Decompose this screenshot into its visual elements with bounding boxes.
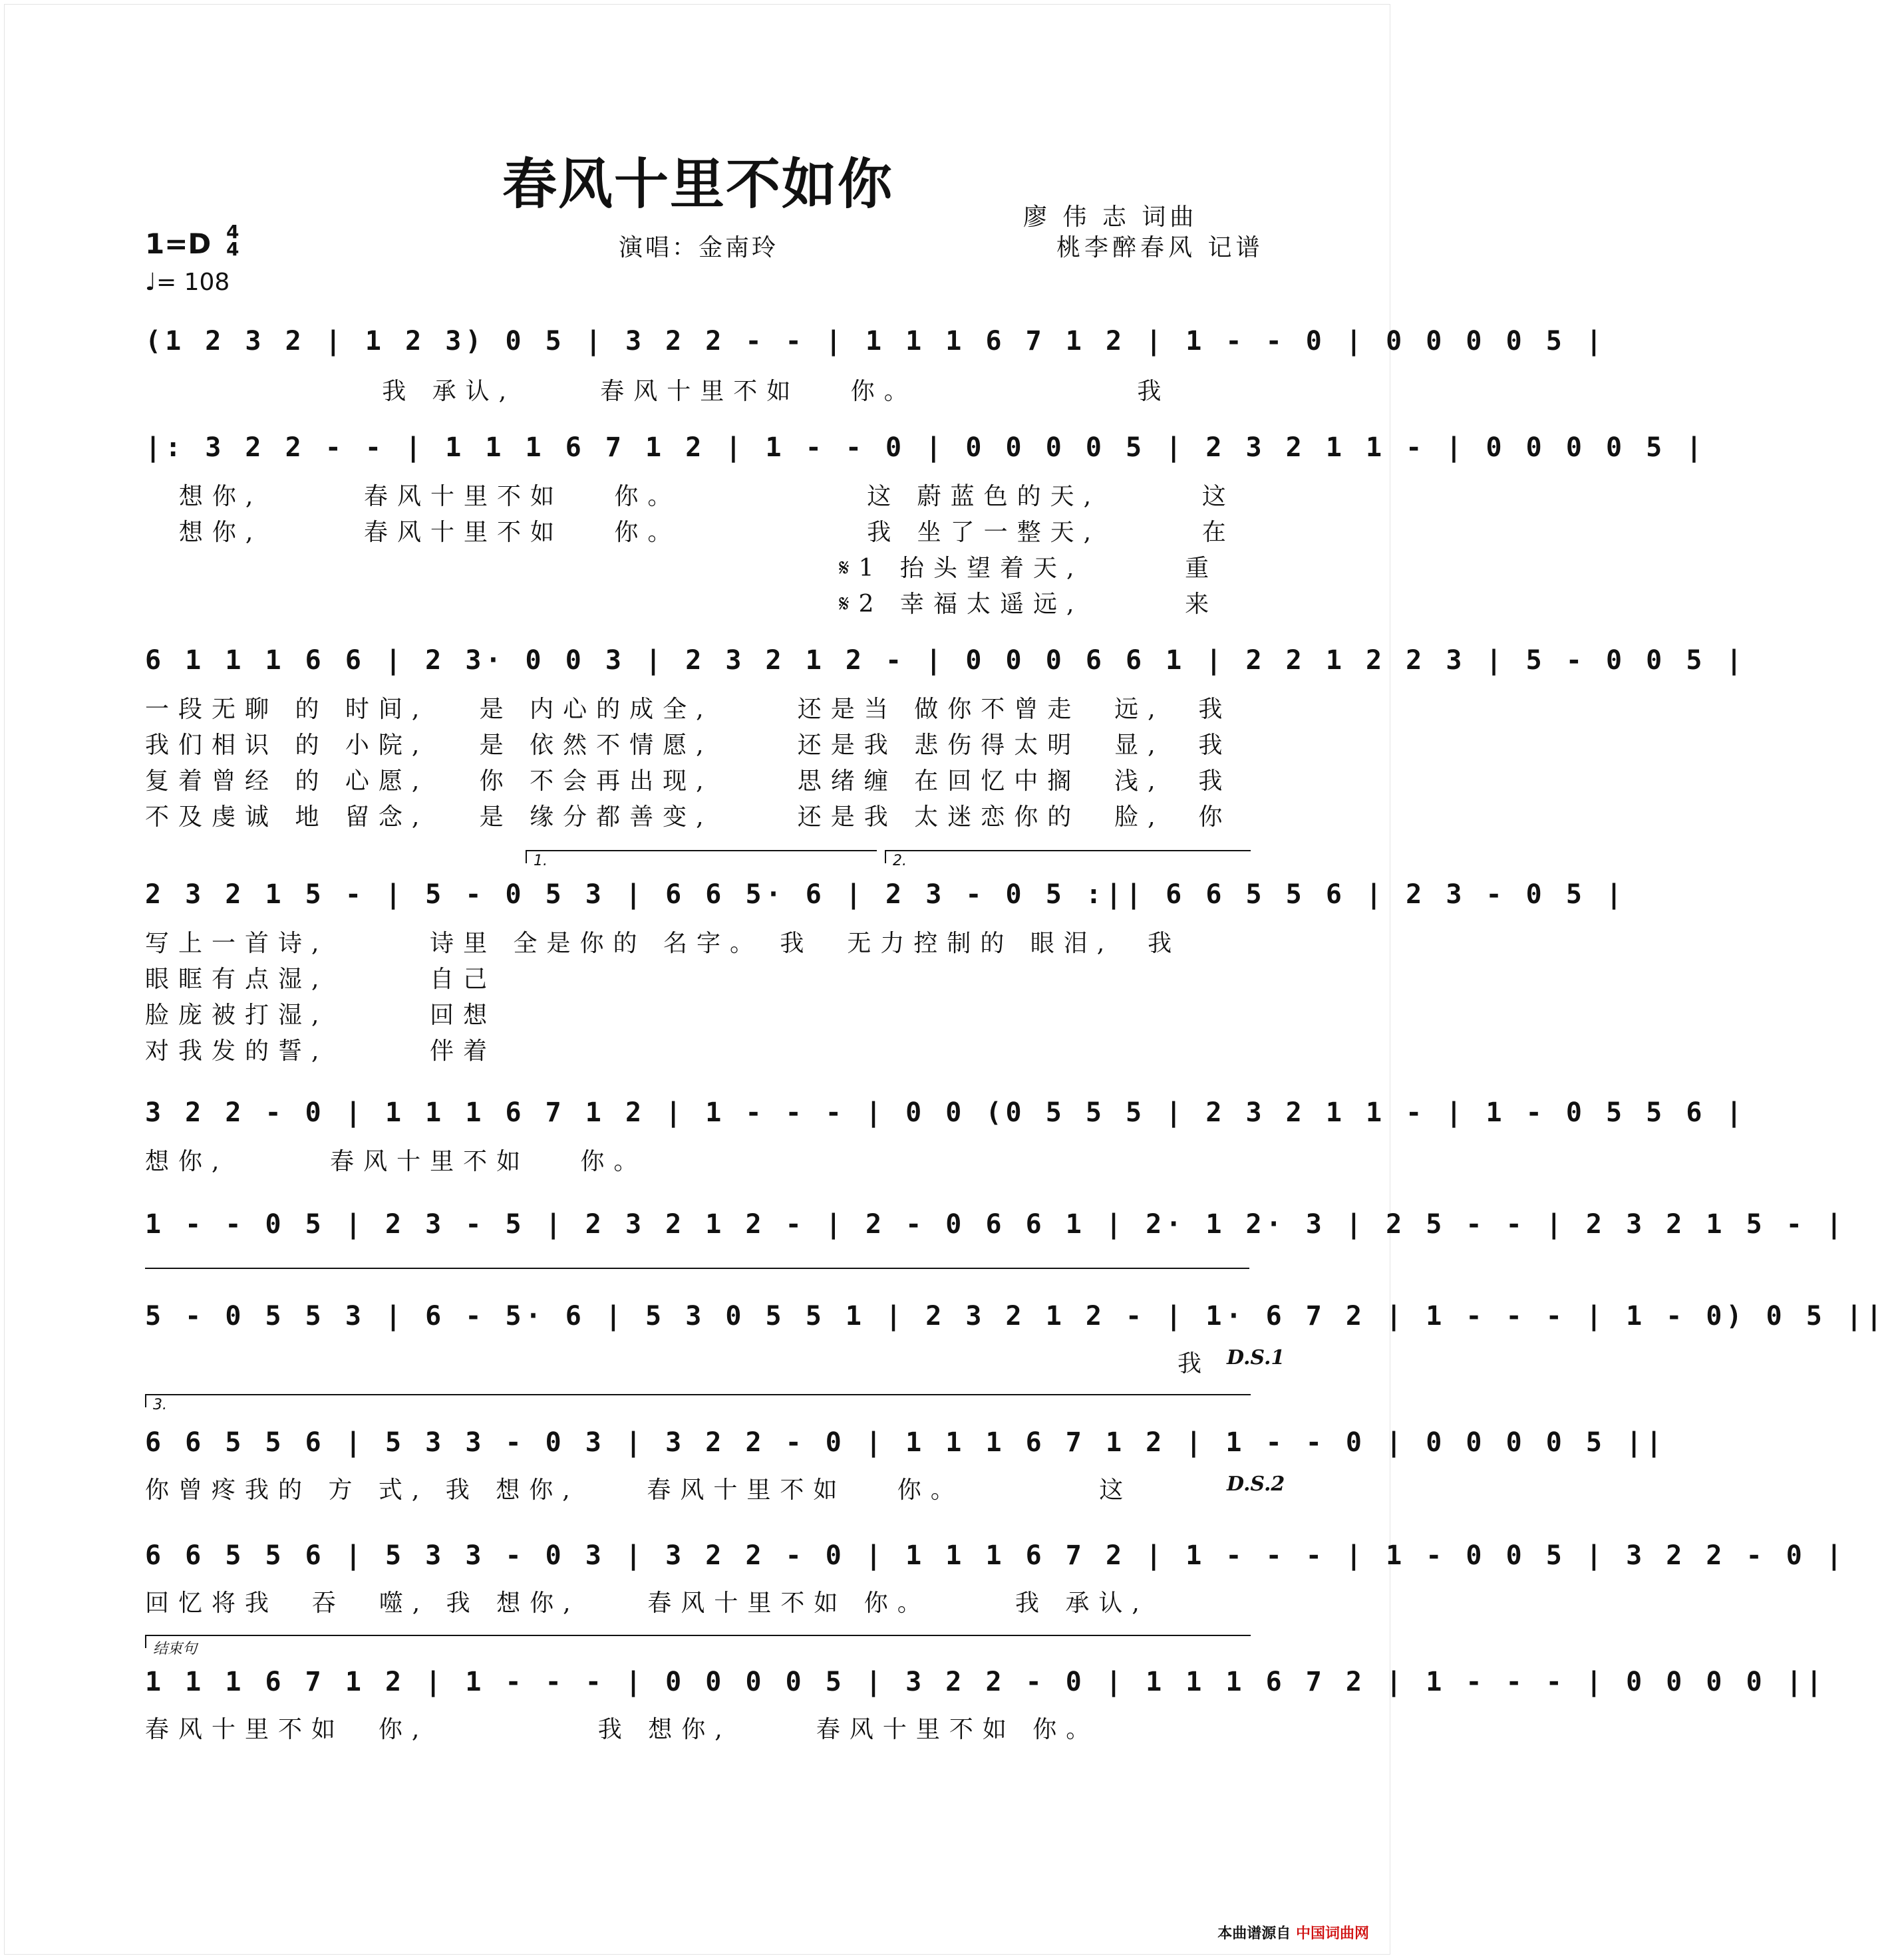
- tempo-marking: ♩= 108: [145, 269, 230, 296]
- right-watermark-strip: [1381, 27, 1390, 1929]
- footer-site-link[interactable]: 中国词曲网: [1295, 1925, 1369, 1942]
- lyric-line: 一段无聊 的 时间, 是 内心的成全, 还是当 做你不曾走 远, 我: [145, 696, 1232, 723]
- lyric-line: 想你, 春风十里不如 你。 这 蔚蓝色的天, 这: [145, 483, 1235, 510]
- volta-bracket-1: [526, 850, 877, 869]
- tie-bracket-line: [145, 1268, 1249, 1281]
- lyric-line: 脸庞被打湿, 回想: [145, 1002, 497, 1029]
- score-system-7: [145, 1301, 1886, 1333]
- score-system-2: [145, 432, 1706, 464]
- ds1-mark: D.S.1: [1227, 1346, 1285, 1369]
- volta-label: 3.: [153, 1397, 167, 1413]
- lyricist-composer-credit: 廖 伟 志 词曲: [1023, 204, 1198, 231]
- lyric-line: 你曾疼我的 方 式, 我 想你, 春风十里不如 你。 这: [145, 1476, 1133, 1504]
- score-system-4: [145, 879, 1627, 911]
- notation-line: 1 - - 0 5 | 2 3 - 5 | 2 3 2 1 2 - | 2 - 0 6 6 1 | 2· 1 2· 3 | 2 5 - - | 2 3 2 1 5 - |: [145, 1209, 1846, 1240]
- coda-bracket: [145, 1635, 1251, 1657]
- lyric-line: 𝄋1 抬头望着天, 重: [145, 555, 1219, 582]
- lyric-line: 不及虔诚 地 留念, 是 缘分都善变, 还是我 太迷恋你的 脸, 你: [145, 803, 1232, 831]
- notation-line: |: 3 2 2 - - | 1 1 1 6 7 1 2 | 1 - - 0 | 0 0 0 0 5 | 2 3 2 1 1 - | 0 0 0 0 5 |: [145, 432, 1706, 463]
- lyric-line: 𝄋2 幸福太遥远, 来: [145, 591, 1219, 618]
- coda-label: 结束句: [153, 1641, 198, 1657]
- footer-source: [1217, 1922, 1369, 1943]
- notation-line: 2 3 2 1 5 - | 5 - 0 5 3 | 6 6 5· 6 | 2 3 - 0 5 :|| 6 6 5 5 6 | 2 3 - 0 5 |: [145, 879, 1627, 910]
- lyric-line: 对我发的誓, 伴着: [145, 1038, 497, 1065]
- singer-credit: 演唱：金南玲: [619, 234, 779, 261]
- lyric-line: 眼眶有点湿, 自己: [145, 966, 497, 993]
- notation-line: 6 6 5 5 6 | 5 3 3 - 0 3 | 3 2 2 - 0 | 1 1 1 6 7 1 2 | 1 - - 0 | 0 0 0 0 5 ||: [145, 1427, 1666, 1458]
- score-system-1: [145, 326, 1606, 358]
- lyric-line: 想你, 春风十里不如 你。 我 坐了一整天, 在: [145, 519, 1235, 546]
- time-signature: [226, 223, 239, 258]
- lyric-line: 复着曾经 的 心愿, 你 不会再出现, 思绪缠 在回忆中搁 浅, 我: [145, 768, 1232, 795]
- lyric-line: 我们相识 的 小院, 是 依然不情愿, 还是我 悲伤得太明 显, 我: [145, 732, 1232, 759]
- notation-line: (1 2 3 2 | 1 2 3) 0 5 | 3 2 2 - - | 1 1 1 6 7 1 2 | 1 - - 0 | 0 0 0 0 5 |: [145, 326, 1606, 356]
- score-system-5: [145, 1097, 1746, 1129]
- score-system-9: [145, 1540, 1846, 1572]
- score-system-10: [145, 1667, 1826, 1699]
- notation-line: 6 6 5 5 6 | 5 3 3 - 0 3 | 3 2 2 - 0 | 1 1 1 6 7 2 | 1 - - - | 1 - 0 0 5 | 3 2 2 - 0 |: [145, 1540, 1846, 1571]
- song-title: 春风十里不如你: [502, 152, 893, 216]
- lyric-line: 回忆将我 吞 噬, 我 想你, 春风十里不如 你。 我 承认,: [145, 1590, 1149, 1617]
- transcriber-credit: 桃李醉春风 记谱: [1056, 234, 1264, 261]
- score-system-6: [145, 1209, 1846, 1241]
- lyric-line: 想你, 春风十里不如 你。: [145, 1148, 647, 1175]
- notation-line: 3 2 2 - 0 | 1 1 1 6 7 1 2 | 1 - - - | 0 0 (0 5 5 5 | 2 3 2 1 1 - | 1 - 0 5 5 6 |: [145, 1097, 1746, 1128]
- notation-line: 6 1 1 1 6 6 | 2 3· 0 0 3 | 2 3 2 1 2 - | 0 0 0 6 6 1 | 2 2 1 2 2 3 | 5 - 0 0 5 |: [145, 645, 1746, 676]
- volta-bracket-3: [145, 1394, 1251, 1413]
- ds2-mark: D.S.2: [1227, 1472, 1285, 1496]
- volta-label: 1.: [534, 853, 548, 869]
- score-system-8: [145, 1427, 1666, 1459]
- left-watermark-strip: [5, 27, 15, 1929]
- lyric-line: 我: [145, 1350, 1211, 1377]
- meter-bottom: 4: [226, 238, 239, 260]
- meter-top: 4: [226, 221, 239, 243]
- lyric-line: 春风十里不如 你, 我 想你, 春风十里不如 你。: [145, 1716, 1100, 1743]
- lyric-line: 我 承认, 春风十里不如 你。 我: [145, 378, 1171, 405]
- volta-label: 2.: [893, 853, 907, 869]
- footer-source-text: 本曲谱源自: [1217, 1925, 1291, 1942]
- notation-line: 5 - 0 5 5 3 | 6 - 5· 6 | 5 3 0 5 5 1 | 2 3 2 1 2 - | 1· 6 7 2 | 1 - - - | 1 - 0) 0 5 ||: [145, 1301, 1886, 1331]
- volta-bracket-2: [885, 850, 1251, 869]
- score-system-3: [145, 645, 1746, 677]
- notation-line: 1 1 1 6 7 1 2 | 1 - - - | 0 0 0 0 5 | 3 2 2 - 0 | 1 1 1 6 7 2 | 1 - - - | 0 0 0 0 ||: [145, 1667, 1826, 1697]
- key-signature: 1=D: [145, 227, 212, 260]
- lyric-line: 写上一首诗, 诗里 全是你的 名字。 我 无力控制的 眼泪, 我: [145, 930, 1181, 957]
